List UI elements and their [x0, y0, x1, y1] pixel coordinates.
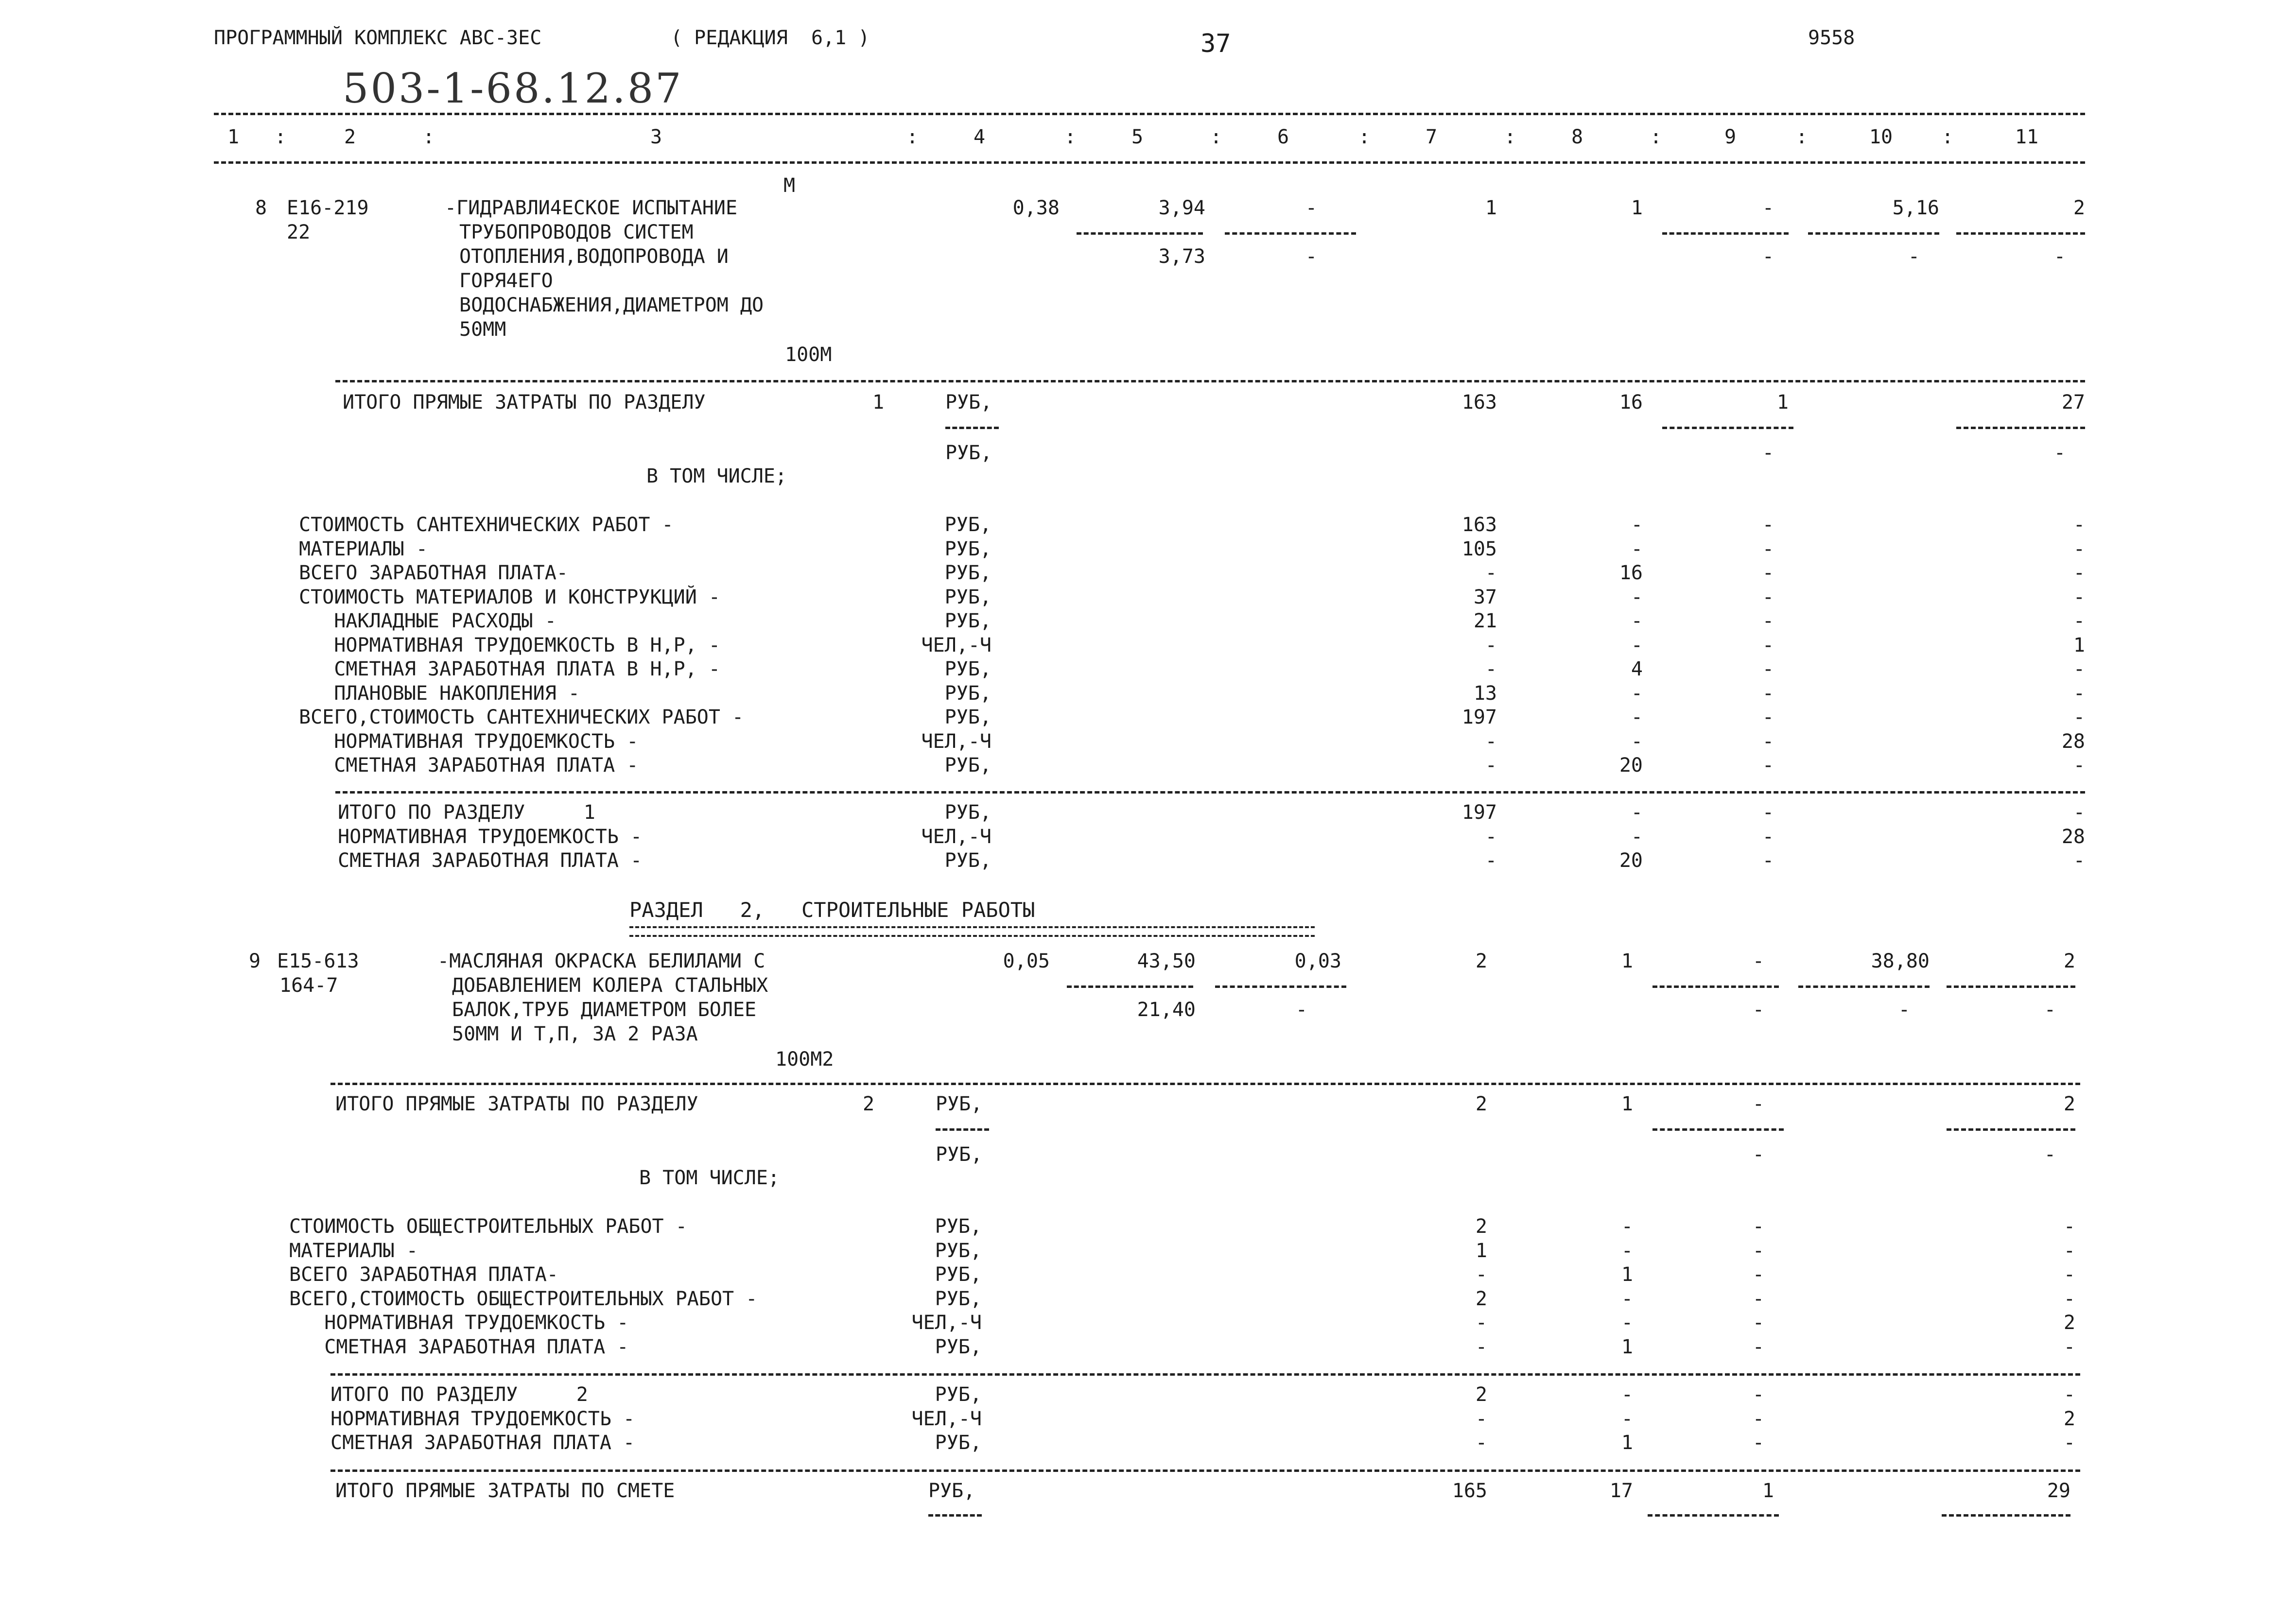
cell-col11-secondary: -	[2044, 1143, 2056, 1166]
row-label: СМЕТНАЯ ЗАРАБОТНАЯ ПЛАТА В Н,Р, -	[299, 658, 720, 680]
row-unit: РУБ,	[944, 562, 991, 584]
cell-col8: 1	[1621, 950, 1633, 972]
including-label: В ТОМ ЧИСЛЕ;	[639, 1167, 780, 1189]
cell-col9: 1	[1776, 391, 1789, 414]
cell-col8: -	[1631, 801, 1643, 824]
cell-col7: -	[1485, 849, 1497, 872]
cell-underline	[1798, 985, 1930, 988]
cell-underline	[1648, 1514, 1779, 1517]
cell-unit-cost: 3,94	[1158, 197, 1205, 219]
row-label: МАТЕРИАЛЫ -	[289, 1239, 418, 1262]
item-code: Е16-219	[287, 197, 369, 219]
cell-col8: 1	[1621, 1093, 1633, 1115]
cell-col8: 20	[1619, 849, 1643, 872]
section-rule	[330, 1373, 2080, 1376]
cell-col10-secondary: -	[1898, 999, 1910, 1021]
cell-underline	[1067, 985, 1193, 988]
row-unit: ЧЕЛ,-Ч	[921, 825, 991, 848]
cell-col9: -	[1752, 1383, 1764, 1406]
unit-underline	[936, 1128, 989, 1131]
cell-quantity: 0,38	[1012, 197, 1060, 219]
header-rule-top	[214, 113, 2085, 115]
row-label: СМЕТНАЯ ЗАРАБОТНАЯ ПЛАТА -	[330, 1432, 635, 1454]
grand-total-label: ИТОГО ПРЯМЫЕ ЗАТРАТЫ ПО СМЕТЕ	[335, 1480, 675, 1502]
cell-underline	[1956, 427, 2085, 429]
cell-col11: 28	[2061, 730, 2085, 753]
total-unit: РУБ,	[936, 1093, 983, 1115]
item-description-line: -ГИДРАВЛИ4ЕСКОЕ ИСПЫТАНИЕ	[445, 197, 738, 219]
cell-col8: -	[1621, 1215, 1633, 1238]
row-label: СМЕТНАЯ ЗАРАБОТНАЯ ПЛАТА -	[299, 754, 639, 777]
row-unit: РУБ,	[935, 1287, 982, 1310]
cell-col8: -	[1631, 610, 1643, 632]
cell-col11: -	[2073, 658, 2085, 680]
cell-col11: 1	[2073, 634, 2085, 657]
cell-col8: 1	[1621, 1263, 1633, 1286]
row-label: ИТОГО ПО РАЗДЕЛУ 2	[330, 1383, 588, 1406]
row-unit: РУБ,	[935, 1215, 982, 1238]
row-unit: РУБ,	[944, 658, 991, 680]
cell-col7: 197	[1461, 801, 1497, 824]
cell-col11: -	[2073, 754, 2085, 777]
column-separator: :	[1064, 126, 1077, 148]
cell-col7: 1	[1485, 197, 1497, 219]
cell-col6-secondary: -	[1305, 245, 1317, 268]
cell-col8: -	[1631, 514, 1643, 536]
cell-col11: -	[2073, 682, 2085, 705]
cell-underline	[1808, 232, 1939, 235]
cell-col7: -	[1475, 1432, 1487, 1454]
cell-col11: -	[2073, 610, 2085, 632]
row-unit: РУБ,	[944, 706, 991, 728]
cell-col9: -	[1762, 706, 1774, 728]
section-rule	[335, 791, 2085, 794]
cell-col9: -	[1762, 562, 1774, 584]
cell-col8: 20	[1619, 754, 1643, 777]
item-code-secondary: 164-7	[279, 974, 338, 997]
row-label: НОРМАТИВНАЯ ТРУДОЕМКОСТЬ -	[299, 730, 639, 753]
cell-col9: -	[1762, 634, 1774, 657]
cell-col9: -	[1762, 658, 1774, 680]
cell-col11: 2	[2063, 1312, 2075, 1334]
cell-col11: -	[2063, 1215, 2075, 1238]
cell-unit-cost-secondary: 21,40	[1137, 999, 1196, 1021]
cell-col8: 4	[1631, 658, 1643, 680]
row-label: СТОИМОСТЬ МАТЕРИАЛОВ И КОНСТРУКЦИЙ -	[299, 586, 720, 608]
column-separator: :	[1796, 126, 1808, 148]
column-separator: :	[1210, 126, 1222, 148]
row-label: СТОИМОСТЬ САНТЕХНИЧЕСКИХ РАБОТ -	[299, 514, 674, 536]
cell-col9: -	[1762, 610, 1774, 632]
row-label: ВСЕГО ЗАРАБОТНАЯ ПЛАТА-	[289, 1263, 558, 1286]
cell-col11: -	[2063, 1383, 2075, 1406]
cell-col9: -	[1752, 1335, 1764, 1358]
cell-col8: -	[1631, 825, 1643, 848]
cell-col8: -	[1621, 1287, 1633, 1310]
cell-col7: -	[1485, 754, 1497, 777]
cell-col8: -	[1631, 586, 1643, 608]
cell-col7: -	[1475, 1407, 1487, 1430]
cell-col7: 2	[1475, 950, 1487, 972]
cell-col11: -	[2073, 586, 2085, 608]
row-label: НОРМАТИВНАЯ ТРУДОЕМКОСТЬ -	[338, 825, 643, 848]
row-unit: РУБ,	[944, 610, 991, 632]
cell-col11: -	[2063, 1335, 2075, 1358]
cell-col11: 2	[2063, 1407, 2075, 1430]
section-title-double-rule	[629, 926, 1315, 937]
item-description-line: -МАСЛЯНАЯ ОКРАСКА БЕЛИЛАМИ С	[437, 950, 765, 972]
cell-underline	[1947, 985, 2075, 988]
cell-col6-secondary: -	[1295, 999, 1307, 1021]
cell-col7: 13	[1473, 682, 1497, 705]
cell-col11: -	[2063, 1432, 2075, 1454]
item-description-line: ГОРЯ4ЕГО	[459, 270, 553, 292]
cell-col8: -	[1621, 1239, 1633, 1262]
column-header: 10	[1869, 126, 1893, 148]
item-number: 8	[255, 197, 267, 219]
row-label: НОРМАТИВНАЯ ТРУДОЕМКОСТЬ В Н,Р, -	[299, 634, 720, 657]
document-code: 9558	[1808, 27, 1855, 49]
row-label: ИТОГО ПО РАЗДЕЛУ 1	[338, 801, 595, 824]
column-header: 4	[973, 126, 986, 148]
cell-col8: -	[1631, 682, 1643, 705]
cell-col10: 38,80	[1871, 950, 1930, 972]
cell-quantity: 0,05	[1003, 950, 1050, 972]
column-header: 5	[1131, 126, 1144, 148]
cell-underline	[1662, 427, 1793, 429]
column-separator: :	[1650, 126, 1662, 148]
cell-col11: -	[2073, 801, 2085, 824]
cell-underline	[1956, 232, 2085, 235]
cell-col9: -	[1762, 197, 1774, 219]
cell-underline	[1942, 1514, 2070, 1517]
cell-col9-secondary: -	[1752, 1143, 1764, 1166]
cell-col11: -	[2073, 706, 2085, 728]
cell-col8: -	[1631, 706, 1643, 728]
cell-col9: -	[1762, 754, 1774, 777]
item-unit-top: М	[783, 174, 796, 197]
total-section-number: 1	[872, 391, 885, 414]
unit-underline	[945, 427, 999, 429]
including-label: В ТОМ ЧИСЛЕ;	[646, 465, 787, 487]
row-label: СТОИМОСТЬ ОБЩЕСТРОИТЕЛЬНЫХ РАБОТ -	[289, 1215, 687, 1238]
cell-col9: -	[1752, 1312, 1764, 1334]
row-unit: РУБ,	[935, 1263, 982, 1286]
cell-col7: -	[1485, 562, 1497, 584]
cell-col9: -	[1752, 1407, 1764, 1430]
column-separator: :	[906, 126, 919, 148]
item-number: 9	[249, 950, 261, 972]
item-description-line: ОТОПЛЕНИЯ,ВОДОПРОВОДА И	[459, 245, 729, 268]
item-code: Е15-613	[277, 950, 359, 972]
cell-col9: 1	[1762, 1480, 1774, 1502]
cell-col11: 2	[2063, 950, 2075, 972]
cell-col9: -	[1762, 730, 1774, 753]
cell-col7: 2	[1475, 1215, 1487, 1238]
edition-label: ( РЕДАКЦИЯ 6,1 )	[671, 27, 870, 49]
row-label: ВСЕГО ЗАРАБОТНАЯ ПЛАТА-	[299, 562, 568, 584]
row-unit: РУБ,	[935, 1432, 982, 1454]
cell-col9: -	[1762, 682, 1774, 705]
total-section-number: 2	[863, 1093, 875, 1115]
cell-col8: -	[1621, 1383, 1633, 1406]
cell-col8: 1	[1621, 1335, 1633, 1358]
item-description-line: БАЛОК,ТРУБ ДИАМЕТРОМ БОЛЕЕ	[452, 999, 757, 1021]
row-label: СМЕТНАЯ ЗАРАБОТНАЯ ПЛАТА -	[289, 1335, 629, 1358]
total-label: ИТОГО ПРЯМЫЕ ЗАТРАТЫ ПО РАЗДЕЛУ	[335, 1093, 698, 1115]
cell-col9-secondary: -	[1752, 999, 1764, 1021]
total-unit-secondary: РУБ,	[936, 1143, 983, 1166]
cell-col7: 2	[1475, 1383, 1487, 1406]
section-rule	[330, 1083, 2080, 1085]
cell-col11-secondary: -	[2053, 245, 2066, 268]
cell-col8: -	[1631, 730, 1643, 753]
item-unit: 100М2	[775, 1048, 834, 1071]
section-rule	[335, 380, 2085, 382]
cell-col9: -	[1762, 849, 1774, 872]
row-label: МАТЕРИАЛЫ -	[299, 537, 428, 560]
cell-col9: -	[1752, 1432, 1764, 1454]
cell-col11: 27	[2061, 391, 2085, 414]
cell-col9-secondary: -	[1762, 245, 1774, 268]
cell-col11-secondary: -	[2053, 442, 2066, 464]
cell-col11: -	[2063, 1263, 2075, 1286]
cell-col10-secondary: -	[1908, 245, 1920, 268]
cell-col7: -	[1475, 1263, 1487, 1286]
cell-col7: 2	[1475, 1287, 1487, 1310]
section-2-title: РАЗДЕЛ 2, СТРОИТЕЛЬНЫЕ РАБОТЫ	[629, 898, 1035, 922]
header-rule-bottom	[214, 161, 2085, 164]
cell-col8: 1	[1621, 1432, 1633, 1454]
column-header: 3	[650, 126, 662, 148]
item-description-line: ВОДОСНАБЖЕНИЯ,ДИАМЕТРОМ ДО	[459, 294, 764, 316]
row-unit: РУБ,	[935, 1335, 982, 1358]
cell-col7: -	[1485, 658, 1497, 680]
cell-col9: -	[1752, 950, 1764, 972]
cell-col11: -	[2063, 1239, 2075, 1262]
cell-col9: -	[1752, 1215, 1764, 1238]
cell-col7: 2	[1475, 1093, 1487, 1115]
cell-col7: 165	[1452, 1480, 1487, 1502]
row-unit: РУБ,	[944, 801, 991, 824]
column-header: 9	[1724, 126, 1737, 148]
cell-col7: 197	[1461, 706, 1497, 728]
column-header: 6	[1277, 126, 1289, 148]
item-description-line: ДОБАВЛЕНИЕМ КОЛЕРА СТАЛЬНЫХ	[452, 974, 768, 997]
cell-unit-cost-secondary: 3,73	[1158, 245, 1205, 268]
cell-underline	[1225, 232, 1356, 235]
cell-col9: -	[1762, 586, 1774, 608]
row-label: ВСЕГО,СТОИМОСТЬ САНТЕХНИЧЕСКИХ РАБОТ -	[299, 706, 744, 728]
cell-underline	[1652, 985, 1779, 988]
row-unit: ЧЕЛ,-Ч	[911, 1312, 982, 1334]
row-unit: РУБ,	[944, 682, 991, 705]
cell-col11: -	[2063, 1287, 2075, 1310]
cell-col11: -	[2073, 849, 2085, 872]
cell-col9: -	[1752, 1093, 1764, 1115]
column-header: 1	[227, 126, 240, 148]
column-separator: :	[275, 126, 287, 148]
cell-col9: -	[1752, 1287, 1764, 1310]
cell-col7: -	[1485, 730, 1497, 753]
cell-col7: -	[1475, 1335, 1487, 1358]
cell-col11-secondary: -	[2044, 999, 2056, 1021]
cell-col7: 1	[1475, 1239, 1487, 1262]
column-header: 2	[344, 126, 356, 148]
row-label: СМЕТНАЯ ЗАРАБОТНАЯ ПЛАТА -	[338, 849, 643, 872]
cell-col9-secondary: -	[1762, 442, 1774, 464]
grand-total-unit: РУБ,	[928, 1480, 975, 1502]
cell-col11: -	[2073, 562, 2085, 584]
section-rule	[330, 1469, 2080, 1472]
cell-underline	[1652, 1128, 1784, 1131]
cell-col11: 29	[2047, 1480, 2070, 1502]
row-unit: РУБ,	[935, 1383, 982, 1406]
cell-col7: 37	[1473, 586, 1497, 608]
row-unit: РУБ,	[944, 514, 991, 536]
handwritten-reference: 503-1-68.12.87	[343, 65, 683, 112]
cell-col8: 1	[1631, 197, 1643, 219]
row-label: ПЛАНОВЫЕ НАКОПЛЕНИЯ -	[299, 682, 580, 705]
item-unit: 100М	[785, 344, 832, 366]
total-unit-secondary: РУБ,	[945, 442, 992, 464]
row-label: НАКЛАДНЫЕ РАСХОДЫ -	[299, 610, 557, 632]
cell-col7: -	[1485, 825, 1497, 848]
row-label: НОРМАТИВНАЯ ТРУДОЕМКОСТЬ -	[289, 1312, 629, 1334]
page-number: 37	[1200, 29, 1231, 58]
cell-col6: 0,03	[1294, 950, 1341, 972]
cell-col8: -	[1621, 1312, 1633, 1334]
cell-col7: 105	[1461, 537, 1497, 560]
row-unit: ЧЕЛ,-Ч	[911, 1407, 982, 1430]
row-label: НОРМАТИВНАЯ ТРУДОЕМКОСТЬ -	[330, 1407, 635, 1430]
cell-col10: 5,16	[1892, 197, 1939, 219]
cell-col9: -	[1762, 537, 1774, 560]
cell-underline	[1662, 232, 1789, 235]
item-description-line: 50ММ	[459, 318, 506, 341]
cell-col7: -	[1485, 634, 1497, 657]
row-unit: РУБ,	[944, 537, 991, 560]
cell-underline	[1077, 232, 1203, 235]
cell-col11: -	[2073, 514, 2085, 536]
total-label: ИТОГО ПРЯМЫЕ ЗАТРАТЫ ПО РАЗДЕЛУ	[343, 391, 706, 414]
cell-col7: 163	[1461, 391, 1497, 414]
cell-col8: -	[1631, 537, 1643, 560]
column-header: 8	[1571, 126, 1583, 148]
row-unit: РУБ,	[944, 586, 991, 608]
cell-col7: -	[1475, 1312, 1487, 1334]
cell-col8: 17	[1609, 1480, 1633, 1502]
cell-col11: 28	[2061, 825, 2085, 848]
cell-col7: 163	[1461, 514, 1497, 536]
column-header: 7	[1425, 126, 1438, 148]
cell-col7: 21	[1473, 610, 1497, 632]
cell-unit-cost: 43,50	[1137, 950, 1196, 972]
item-description-line: ТРУБОПРОВОДОВ СИСТЕМ	[459, 221, 694, 243]
column-header: 11	[2015, 126, 2039, 148]
row-unit: РУБ,	[935, 1239, 982, 1262]
program-title: ПРОГРАММНЫЙ КОМПЛЕКС АВС-3ЕС	[214, 27, 542, 49]
cell-underline	[1215, 985, 1346, 988]
row-label: ВСЕГО,СТОИМОСТЬ ОБЩЕСТРОИТЕЛЬНЫХ РАБОТ -	[289, 1287, 758, 1310]
cell-col8: -	[1621, 1407, 1633, 1430]
total-unit: РУБ,	[945, 391, 992, 414]
column-separator: :	[1358, 126, 1371, 148]
cell-col9: -	[1762, 801, 1774, 824]
column-separator: :	[1942, 126, 1954, 148]
item-description-line: 50ММ И Т,П, ЗА 2 РАЗА	[452, 1023, 698, 1045]
cell-col8: 16	[1619, 391, 1643, 414]
cell-col11: 2	[2073, 197, 2085, 219]
cell-col9: -	[1752, 1239, 1764, 1262]
item-code-secondary: 22	[287, 221, 311, 243]
row-unit: РУБ,	[944, 754, 991, 777]
cell-col9: -	[1762, 825, 1774, 848]
column-separator: :	[423, 126, 435, 148]
row-unit: ЧЕЛ,-Ч	[921, 730, 991, 753]
cell-col11: -	[2073, 537, 2085, 560]
cell-col6: -	[1305, 197, 1317, 219]
row-unit: РУБ,	[944, 849, 991, 872]
cell-col9: -	[1752, 1263, 1764, 1286]
cell-col8: 16	[1619, 562, 1643, 584]
cell-col11: 2	[2063, 1093, 2075, 1115]
cell-underline	[1947, 1128, 2075, 1131]
column-separator: :	[1504, 126, 1516, 148]
row-unit: ЧЕЛ,-Ч	[921, 634, 991, 657]
cell-col8: -	[1631, 634, 1643, 657]
cell-col9: -	[1762, 514, 1774, 536]
unit-underline	[928, 1514, 982, 1517]
